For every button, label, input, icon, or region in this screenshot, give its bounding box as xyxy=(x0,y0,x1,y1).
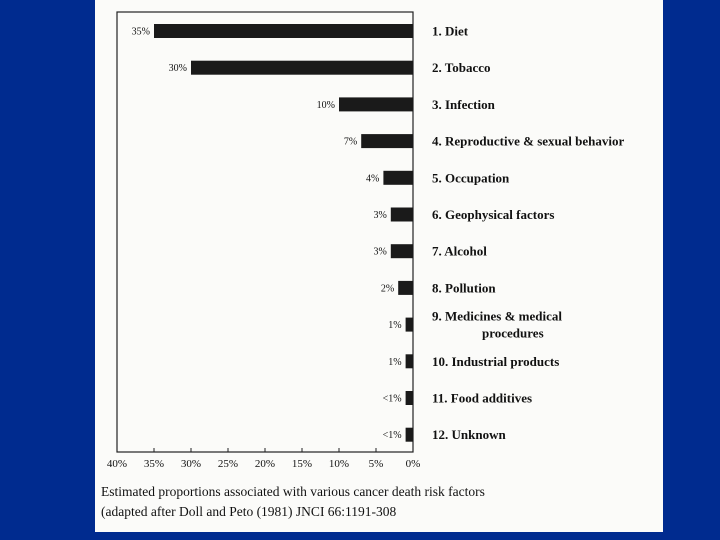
value-label-8: 2% xyxy=(380,283,395,295)
value-label-3: 10% xyxy=(316,99,335,111)
value-label-10: 1% xyxy=(388,356,402,368)
x-tick-label-1: 40% xyxy=(106,458,128,470)
slide-panel xyxy=(95,0,663,532)
category-label-4: 4. Reproductive & sexual behavior xyxy=(432,133,625,149)
value-label-1: 35% xyxy=(131,26,150,38)
category-label-2: 2. Tobacco xyxy=(432,60,491,76)
risk-factor-bar-chart xyxy=(95,0,663,480)
chart-caption xyxy=(101,482,661,522)
x-tick-label-8: 5% xyxy=(368,458,384,470)
value-label-7: 3% xyxy=(373,246,387,258)
x-tick-label-3: 30% xyxy=(180,458,202,470)
x-tick-label-4: 25% xyxy=(217,458,239,470)
caption-line-2: (adapted after Doll and Peto (1981) JNCI 66:1191-308 xyxy=(101,504,397,519)
bar-4 xyxy=(361,134,413,148)
value-label-6: 3% xyxy=(373,210,387,221)
x-tick-label-5: 20% xyxy=(254,458,276,470)
bar-6 xyxy=(391,208,413,222)
x-tick-label-7: 10% xyxy=(328,458,350,470)
x-tick-label-2: 35% xyxy=(143,458,165,470)
bar-10 xyxy=(406,354,413,368)
bar-12 xyxy=(406,428,413,442)
category-label-5: 5. Occupation xyxy=(432,170,510,186)
value-label-9: 1% xyxy=(388,320,402,332)
category-label-7: 7. Alcohol xyxy=(432,243,487,259)
category-label-6: 6. Geophysical factors xyxy=(432,207,555,222)
category-label-3: 3. Infection xyxy=(432,96,495,112)
category-label-9-line-2: procedures xyxy=(482,325,544,341)
plot-frame xyxy=(117,12,413,452)
bar-9 xyxy=(406,318,413,332)
x-tick-label-6: 15% xyxy=(291,458,313,470)
category-label-9-line-1: 9. Medicines & medical xyxy=(432,308,562,324)
bar-3 xyxy=(339,97,413,111)
value-label-5: 4% xyxy=(366,173,380,185)
category-label-1: 1. Diet xyxy=(432,23,469,39)
bar-8 xyxy=(398,281,413,295)
value-label-11: <1% xyxy=(382,393,402,405)
bar-1 xyxy=(154,24,413,38)
bar-7 xyxy=(391,244,413,258)
category-label-11: 11. Food additives xyxy=(432,390,533,406)
value-label-12: <1% xyxy=(382,430,402,442)
bar-5 xyxy=(383,171,413,185)
bar-11 xyxy=(406,391,413,405)
value-label-4: 7% xyxy=(343,136,358,148)
category-label-10: 10. Industrial products xyxy=(432,353,560,369)
category-label-12: 12. Unknown xyxy=(432,427,506,443)
x-tick-label-9: 0% xyxy=(405,458,421,470)
caption-line-1: Estimated proportions associated with various cancer death risk factors xyxy=(101,484,485,499)
category-label-8: 8. Pollution xyxy=(432,280,496,296)
bar-2 xyxy=(191,61,413,75)
value-label-2: 30% xyxy=(168,63,187,75)
